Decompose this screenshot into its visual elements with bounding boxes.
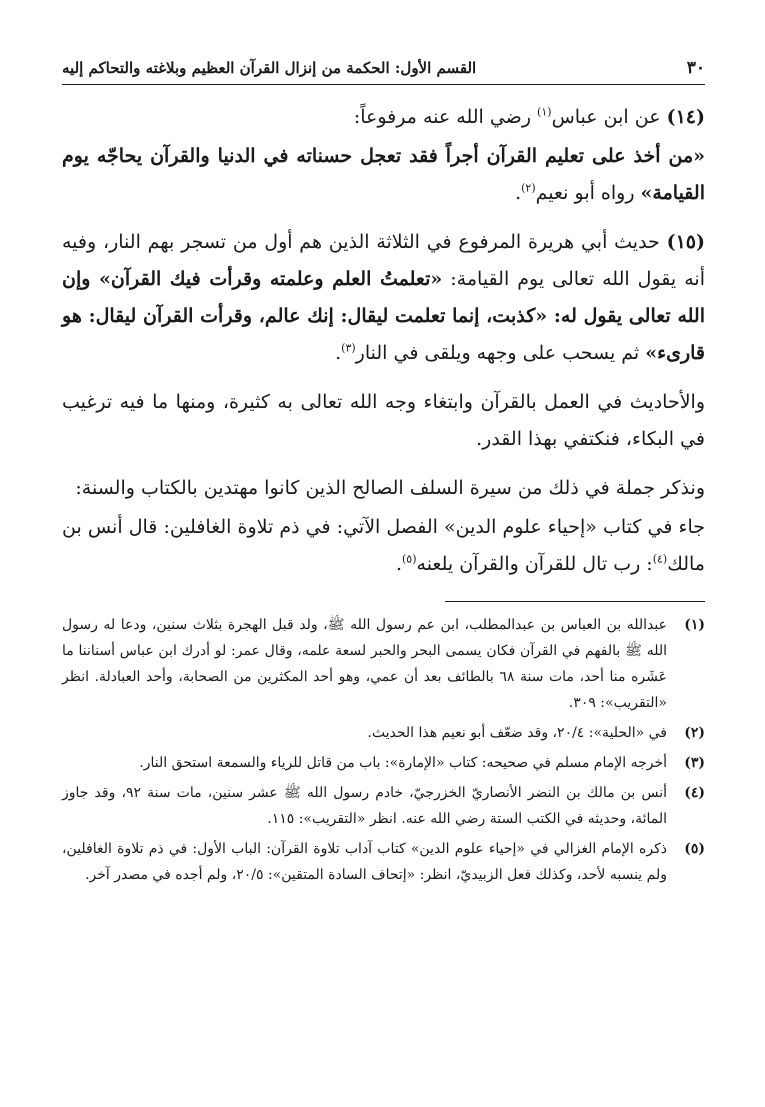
book-page (62, 58, 705, 892)
footnote-number: (٣) (684, 755, 705, 771)
footnote-number: (١) (684, 617, 705, 633)
footnote-divider (445, 601, 705, 602)
footnote-text: أخرجه الإمام مسلم في صحيحه: كتاب «الإمارة»: باب من قاتل للرياء والسمعة استحق النار. (139, 755, 667, 771)
running-title: القسم الأول: الحكمة من إنزال القرآن العظيم وبلاغته والتحاكم إليه (62, 59, 477, 77)
paragraph-hadiths: والأحاديث في العمل بالقرآن وابتغاء وجه الله تعالى به كثيرة، ومنها ما فيه ترغيب في البكاء، فنكتفي بهذا القدر. (62, 391, 705, 450)
hadith-quote: «تعلمتُ العلم وعلمته وقرأت فيك القرآن» وإن الله تعالى يقول له: «كذبت، إنما تعلمت ليقال: إنك عالم، وقرأت القرآن ليقال: هو قارىء» (62, 268, 705, 364)
footnote (62, 780, 705, 832)
text-run: رواه أبو نعيم (535, 182, 641, 204)
paragraph-15 (62, 224, 705, 372)
paragraph-salaf: ونذكر جملة في ذلك من سيرة السلف الصالح الذين كانوا مهتدين بالكتاب والسنة: (75, 477, 705, 499)
text-run: رضي الله عنه مرفوعاً: (353, 106, 538, 128)
footnote (62, 836, 705, 888)
footnote-ref[interactable]: (٣) (341, 341, 356, 355)
text-run: حديث أبي هريرة المرفوع في الثلاثة الذين هم أول من تسجر بهم النار، وفيه أنه يقول الله تعالى يوم القيامة: (62, 231, 705, 290)
paragraph-ihya (62, 509, 705, 583)
footnote-number: (٤) (684, 785, 705, 801)
footnote-ref[interactable]: (٢) (521, 181, 536, 195)
footnote-text: في «الحلية»: ٢٠/٤، وقد ضعّف أبو نعيم هذا الحديث. (367, 725, 667, 741)
footnote (62, 750, 705, 776)
footnote-number: (٢) (684, 725, 705, 741)
text-run: : رب تال للقرآن والقرآن يلعنه (416, 553, 653, 575)
text-run: جاء في كتاب «إحياء علوم الدين» الفصل الآتي: في ذم تلاوة الغافلين: قال أنس بن مالك (62, 516, 705, 575)
text-run: عن ابن عباس (551, 106, 667, 128)
text-run: . (335, 342, 342, 364)
footnotes (62, 612, 705, 888)
text-run: . (395, 553, 402, 575)
footnote-ref[interactable]: (٥) (402, 552, 417, 566)
footnote-ref[interactable]: (٤) (652, 552, 668, 566)
footnote (62, 720, 705, 746)
text-run: . (515, 182, 522, 204)
footnote-text: عبدالله بن العباس بن عبدالمطلب، ابن عم رسول الله ﷺ، ولد قبل الهجرة بثلاث سنين، ودعا له رسول الله ﷺ بالفهم في القرآن فكان يسمى البحر والحبر لسعة علمه، وقال عمر: لو أدرك ابن عباس أسناننا ما عَشَره منا أحد، مات سنة ٦٨ بالطائف بعد أن عمي، وهو أحد المكثرين من الصحابة، وأحد العبادلة. انظر «التقريب»: ٣٠٩. (62, 617, 667, 711)
footnote-number: (٥) (684, 841, 705, 857)
main-text (62, 99, 705, 583)
hadith-number: (١٥) (666, 231, 705, 253)
footnote-text: ذكره الإمام الغزالي في «إحياء علوم الدين» كتاب آداب تلاوة القرآن: الباب الأول: في ذم تلاوة الغافلين، ولم ينسبه لأحد، وكذلك فعل الزبيديّ، انظر: «إتحاف السادة المتقين»: ٢٠/٥، ولم أجده في مصدر آخر. (62, 841, 667, 883)
paragraph-14-hadith (62, 138, 705, 212)
page-number: ٣٠ (686, 58, 705, 78)
hadith-number: (١٤) (666, 106, 705, 128)
footnote-ref[interactable]: (١) (537, 105, 552, 119)
footnote (62, 612, 705, 716)
hadith-quote: «من أخذ على تعليم القرآن أجراً فقد تعجل حسناته في الدنيا والقرآن يحاجّه يوم القيامة» (62, 145, 706, 204)
page-header (62, 58, 705, 85)
paragraph-14-intro (62, 99, 705, 136)
text-run: ثم يسحب على وجهه ويلقى في النار (355, 342, 646, 364)
footnote-text: أنس بن مالك بن النضر الأنصاريّ الخزرجيّ، خادم رسول الله ﷺ عشر سنين، مات سنة ٩٢، وقد جاوز المائة، وحديثه في الكتب الستة رضي الله عنه. انظر «التقريب»: ١١٥. (62, 785, 667, 827)
